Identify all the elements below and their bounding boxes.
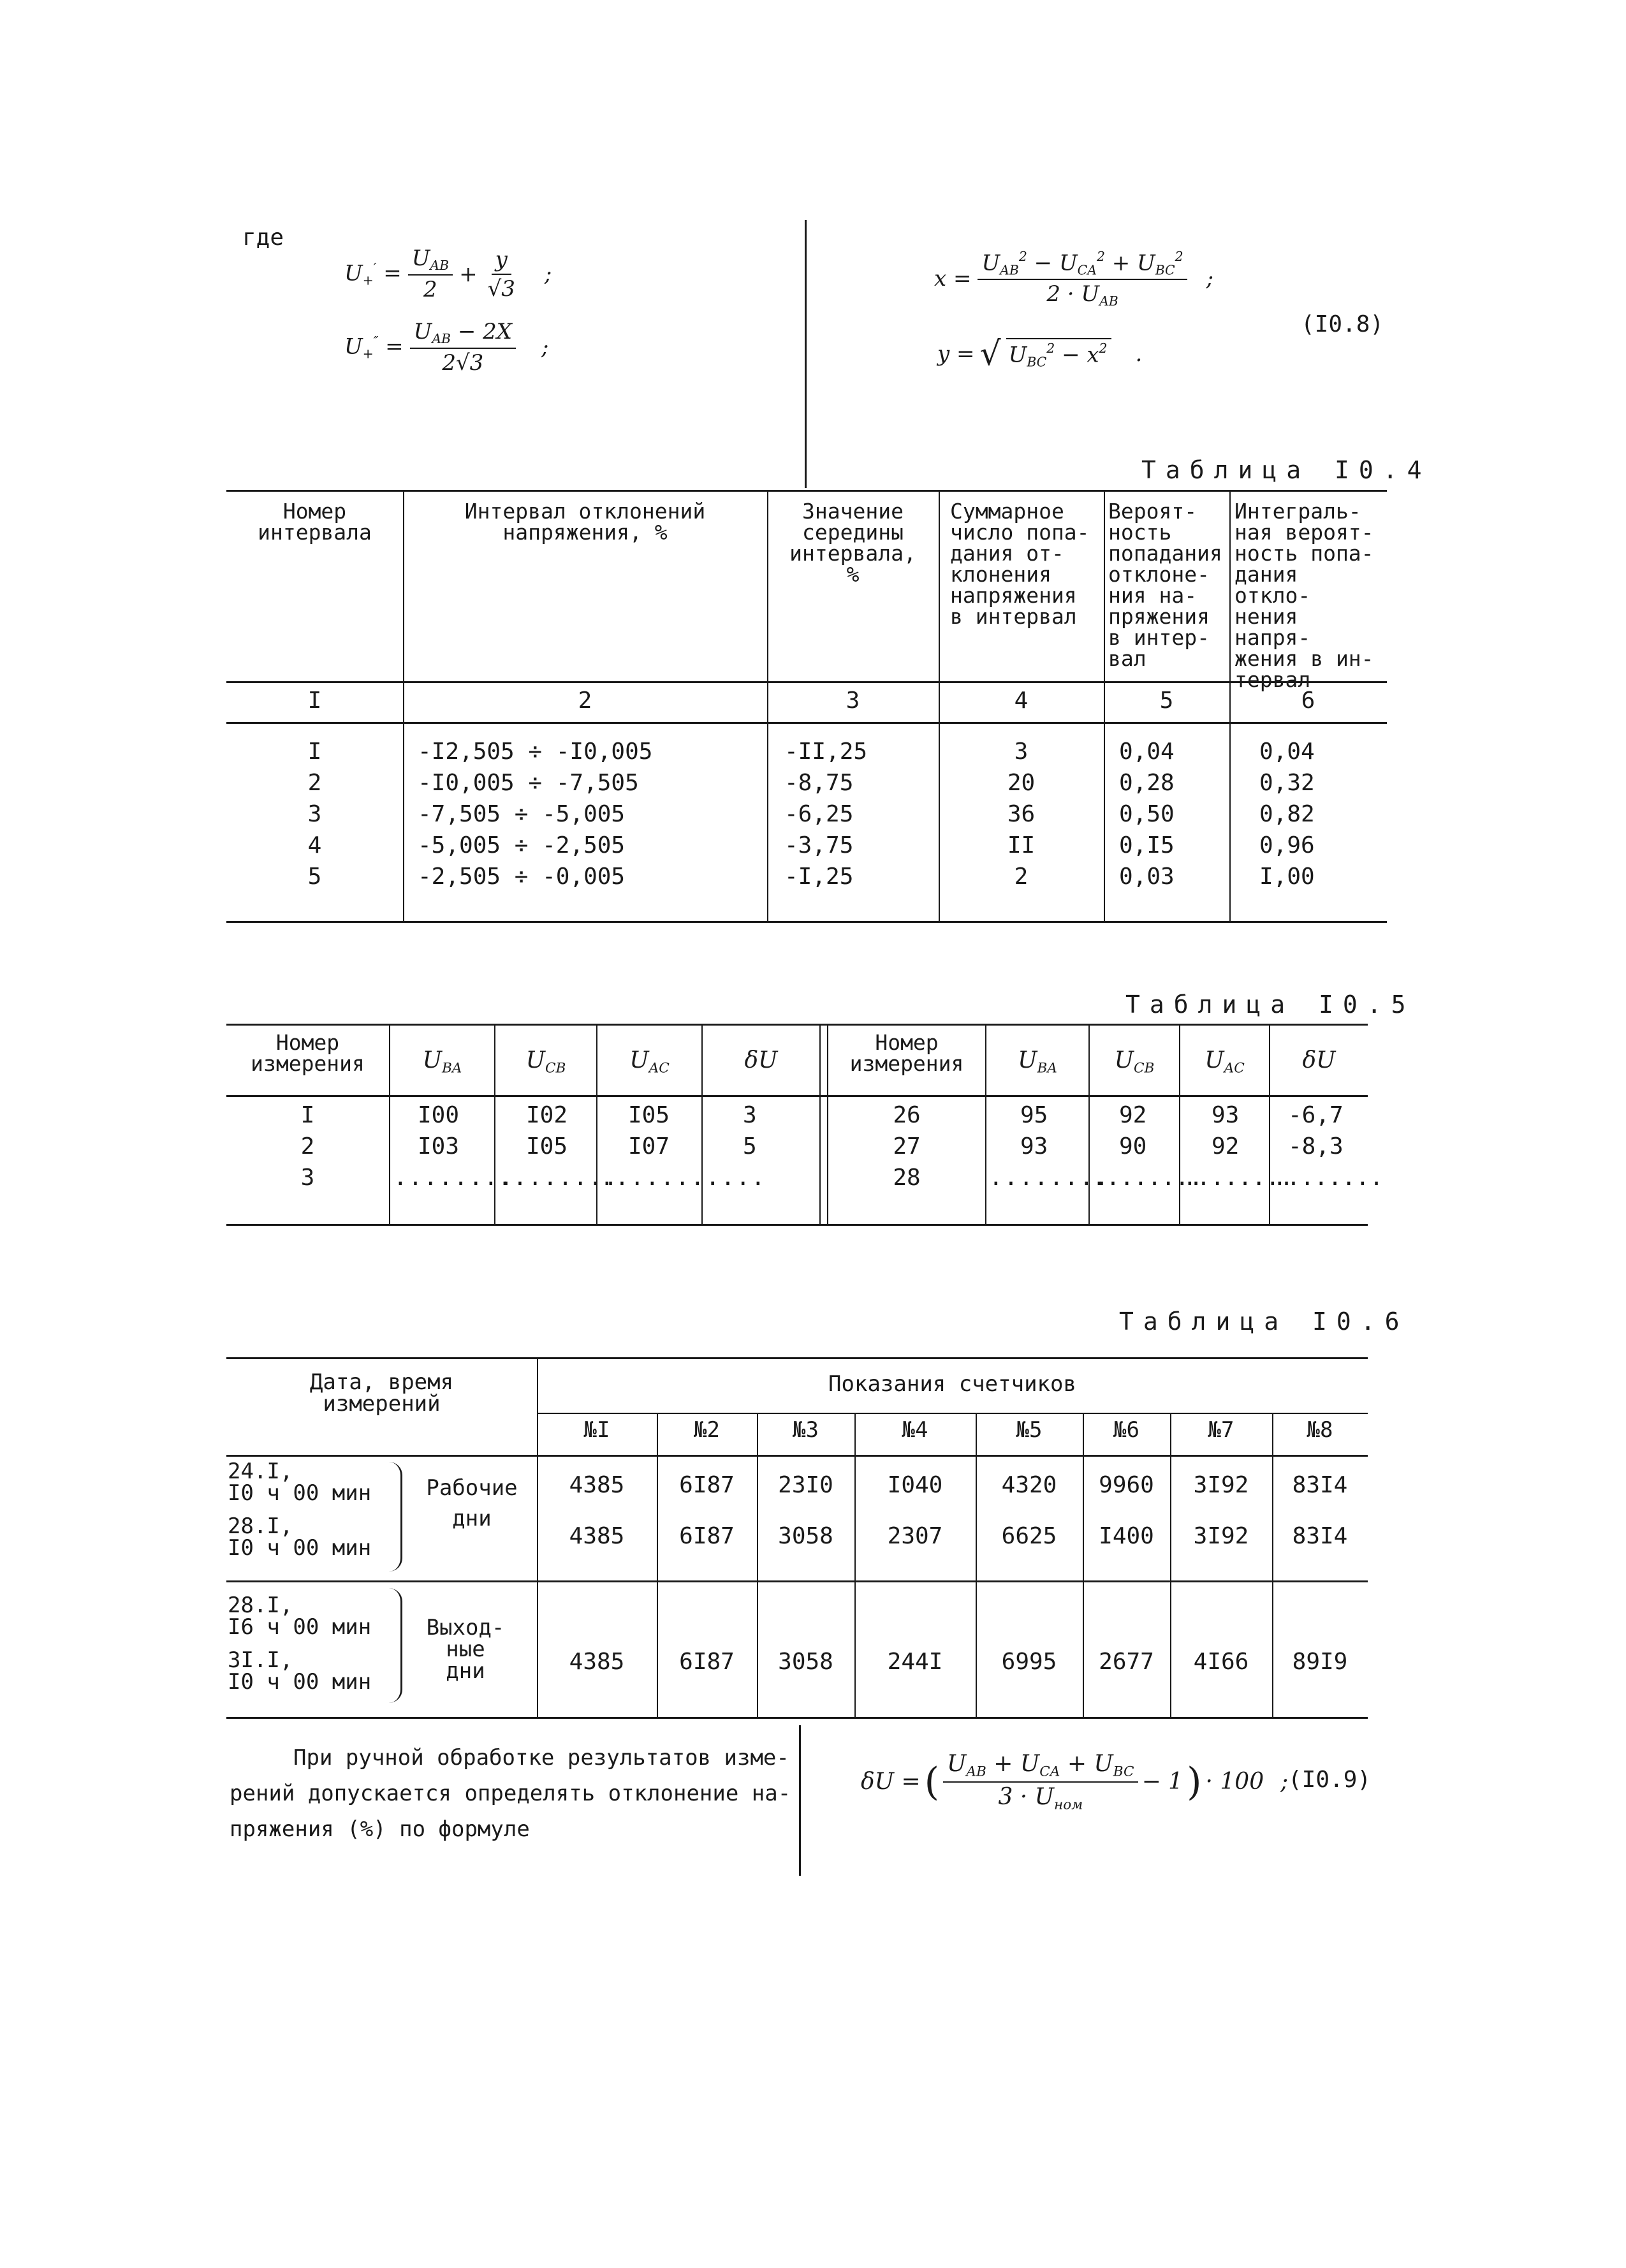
t5-header-ucb-right: $U_{CB}$ (1114, 1047, 1155, 1077)
t5-header-ucb-left: $U_{CB}$ (525, 1047, 566, 1077)
formula-u-plus-2: $U_+''$ = $\frac{U_{AB} - 2X}{2√3}$ ; (344, 319, 549, 376)
table-10-5-title: Таблица I0.5 (1125, 990, 1416, 1019)
table-row: 4385 6I87 23I0 I040 4320 9960 3I92 83I4 (569, 1472, 1348, 1498)
t5-header-uac-right: $U_{AC}$ (1205, 1047, 1245, 1077)
t6-group2-brace (389, 1588, 402, 1703)
table-row: I I00 I02 I05 3 26 95 92 93 -6,7 (300, 1102, 1344, 1128)
t5-header-du-left: δU (744, 1047, 778, 1073)
t5-header-uba-right: $U_{BA}$ (1018, 1047, 1057, 1077)
formula-u-plus-1: $U_+'$ = $\frac{U_{AB}}{2}$ + $\frac{y}{√3}$ ; (344, 246, 552, 303)
formula-y: y = √ $U_{BC}^2 - x^2$ . (937, 335, 1143, 373)
table-row: I -I2,505 ÷ -I0,005 -II,25 3 0,04 0,04 (307, 739, 1315, 765)
t4-header-col2: Интервал отклонений напряжения, % (464, 499, 706, 545)
t4-column-numbers: I 2 3 4 5 6 (307, 688, 1315, 714)
t6-group1-label: Рабочие дни (426, 1475, 518, 1531)
t4-header-col4: Суммарное число попа- дания от- клонения напряжения в интервал (950, 499, 1090, 629)
table-row: 5 -2,505 ÷ -0,005 -I,25 2 0,03 I,00 (307, 864, 1315, 890)
table-10-4-title: Таблица I0.4 (1141, 456, 1432, 484)
where-label: где (242, 225, 284, 251)
formula-delta-u: δU = ( $\frac{U_{AB} + U_{CA} + U_{BC}}{3 \cdot U_{ном}}$ − 1 ) · 100 ; (861, 1751, 1289, 1813)
t6-group2-dates: 28.I, I6 ч 00 мин 3I.I, I0 ч 00 мин (228, 1593, 372, 1695)
t4-header-col3: Значение середины интервала, % (789, 499, 916, 587)
t6-group2-label: Выход- ные дни (426, 1615, 505, 1684)
t4-header-col5: Вероят- ность попадания отклоне- ния на- пряжения в интер- вал (1108, 499, 1222, 671)
equation-number-10-8: (I0.8) (1301, 311, 1384, 337)
table-row: 2 -I0,005 ÷ -7,505 -8,75 20 0,28 0,32 (307, 770, 1315, 796)
t5-header-uba-left: $U_{BA}$ (422, 1047, 462, 1077)
table-row: 4385 6I87 3058 244I 6995 2677 4I66 89I9 (569, 1649, 1348, 1675)
vertical-divider-top (805, 220, 807, 488)
t4-header-col1: Номер интервала (258, 499, 372, 545)
t5-header-du-right: δU (1302, 1047, 1336, 1073)
t6-header-date: Дата, время измерений (309, 1369, 454, 1417)
vertical-divider-bottom (799, 1725, 801, 1876)
table-10-6-title: Таблица I0.6 (1119, 1307, 1409, 1336)
table-row: 3 -7,505 ÷ -5,005 -6,25 36 0,50 0,82 (307, 801, 1315, 827)
t5-header-uac-left: $U_{AC}$ (629, 1047, 670, 1077)
t6-header-readings: Показания счетчиков (828, 1371, 1076, 1397)
t5-header-number-right: Номер измерения (849, 1030, 964, 1076)
table-row: 3 ........ ........ ........ .... 28 ........ ........ ........ ........ (300, 1165, 1384, 1191)
t6-group1-brace (389, 1462, 402, 1572)
footer-paragraph: При ручной обработке результатов изме- рений допускается определять отклонение на- пряжения (%) по формуле (230, 1745, 791, 1843)
t4-header-col6: Интеграль- ная вероят- ность попа- дания откло- нения напря- жения в ин- тервал (1234, 499, 1374, 692)
table-row: 2 I03 I05 I07 5 27 93 90 92 -8,3 (300, 1133, 1344, 1160)
table-row: 4 -5,005 ÷ -2,505 -3,75 II 0,I5 0,96 (307, 832, 1315, 858)
equation-number-10-9: (I0.9) (1288, 1767, 1372, 1793)
t6-group1-dates: 24.I, I0 ч 00 мин 28.I, I0 ч 00 мин (228, 1459, 372, 1561)
t5-header-number-left: Номер измерения (251, 1030, 365, 1076)
formula-x: x = $\frac{U_{AB}^2 - U_{CA}^2 + U_{BC}^2}{2 \cdot U_{AB}}$ ; (934, 249, 1214, 309)
table-row: 4385 6I87 3058 2307 6625 I400 3I92 83I4 (569, 1523, 1348, 1549)
